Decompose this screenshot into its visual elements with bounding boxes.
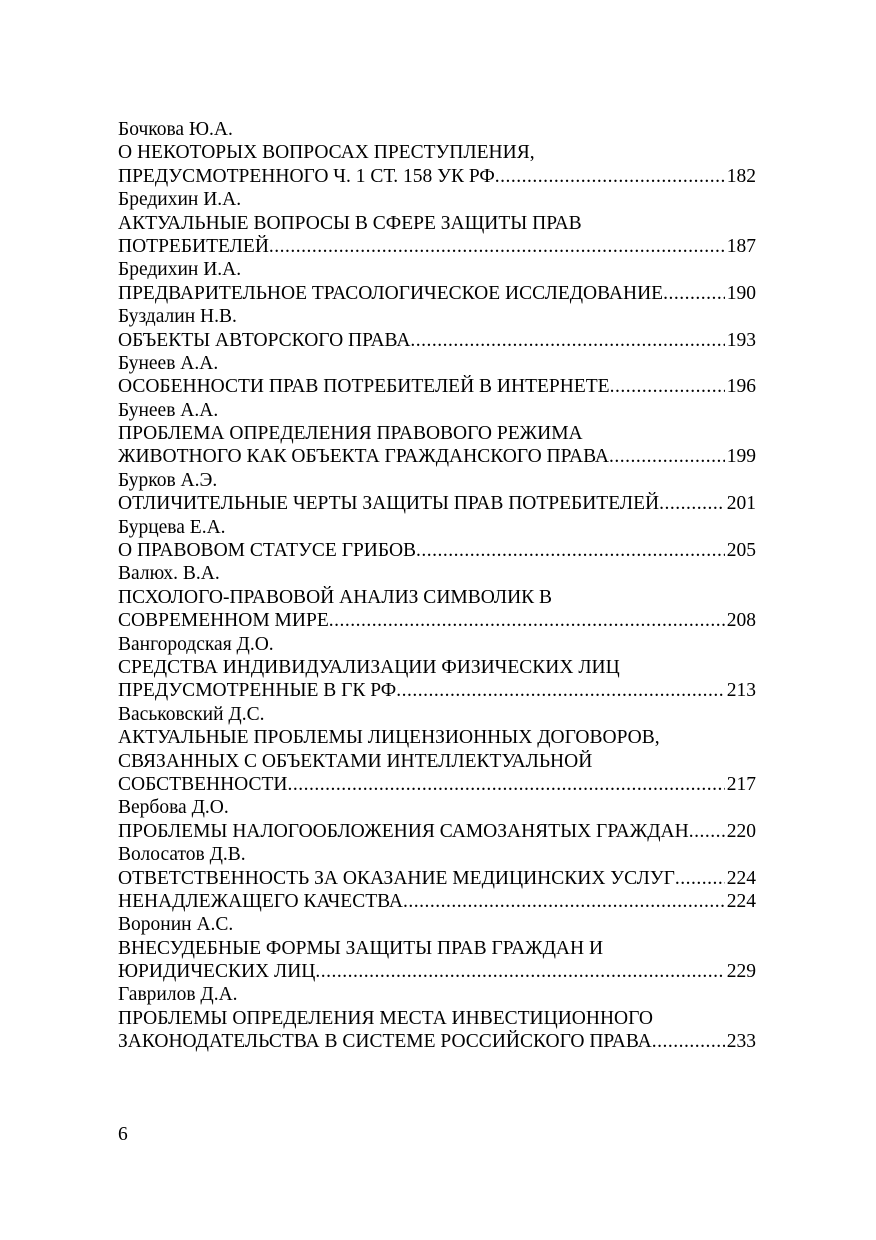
entry-page-number: 213 — [726, 680, 756, 702]
entry-title-line: АКТУАЛЬНЫЕ ВОПРОСЫ В СФЕРЕ ЗАЩИТЫ ПРАВ — [118, 212, 582, 234]
toc-row — [118, 445, 756, 468]
entry-author: Гаврилов Д.А. — [118, 984, 238, 1006]
leader-dots — [410, 329, 724, 352]
entry-page-number: 187 — [726, 235, 756, 257]
entry-page-number: 224 — [726, 890, 756, 912]
entry-title-line: ВНЕСУДЕБНЫЕ ФОРМЫ ЗАЩИТЫ ПРАВ ГРАЖДАН И — [118, 937, 604, 959]
entry-author: Бунеев А.А. — [118, 352, 219, 374]
entry-page-number: 190 — [726, 282, 756, 304]
entry-author: Воронин А.С. — [118, 914, 234, 936]
entry-page-number: 196 — [726, 376, 756, 398]
entry-page-number: 201 — [726, 493, 756, 515]
page-number: 6 — [118, 1124, 128, 1145]
leader-dots — [403, 890, 725, 913]
entry-author: Бредихин И.А. — [118, 259, 242, 281]
entry-page-number: 208 — [726, 610, 756, 632]
entry-author: Бочкова Ю.А. — [118, 119, 233, 140]
toc-entry — [118, 516, 756, 563]
toc-entry — [118, 469, 756, 516]
toc-entry — [118, 703, 756, 797]
leader-dots — [610, 375, 725, 398]
entry-title-last-line: ОБЪЕКТЫ АВТОРСКОГО ПРАВА — [118, 329, 411, 351]
entry-page-number: 205 — [726, 540, 756, 562]
entry-title-last-line: ПРЕДВАРИТЕЛЬНОЕ ТРАСОЛОГИЧЕСКОЕ ИССЛЕДОВАНИЕ — [118, 282, 664, 304]
entry-title-last-line: ПОТРЕБИТЕЛЕЙ — [118, 235, 269, 257]
entry-author: Вербова Д.О. — [118, 797, 229, 819]
toc-entry — [118, 796, 756, 843]
leader-dots — [315, 960, 724, 983]
toc-entry — [118, 188, 756, 258]
toc-entry — [118, 399, 756, 469]
entry-page-number: 224 — [726, 867, 756, 889]
toc-row — [118, 235, 756, 258]
entry-author: Буздалин Н.В. — [118, 306, 237, 328]
entry-author: Вангородская Д.О. — [118, 633, 274, 655]
entry-title-line: ПСХОЛОГО-ПРАВОВОЙ АНАЛИЗ СИМВОЛИК В — [118, 586, 553, 608]
entry-title-last-line: ЖИВОТНОГО КАК ОБЪЕКТА ГРАЖДАНСКОГО ПРАВА — [118, 446, 609, 468]
entry-page-number: 217 — [726, 773, 756, 795]
entry-page-number: 182 — [726, 165, 756, 187]
entry-page-number: 220 — [726, 820, 756, 842]
toc-row — [118, 609, 756, 632]
toc-entry — [118, 843, 756, 913]
leader-dots — [269, 235, 725, 258]
entry-author: Волосатов Д.В. — [118, 844, 246, 866]
entry-title-line: СРЕДСТВА ИНДИВИДУАЛИЗАЦИИ ФИЗИЧЕСКИХ ЛИЦ — [118, 656, 620, 678]
entry-title-line: О НЕКОТОРЫХ ВОПРОСАХ ПРЕСТУПЛЕНИЯ, — [118, 142, 535, 164]
toc-entry — [118, 633, 756, 703]
leader-dots — [495, 165, 725, 188]
entry-title-last-line: ОТВЕТСТВЕННОСТЬ ЗА ОКАЗАНИЕ МЕДИЦИНСКИХ УСЛУГ — [118, 867, 675, 889]
leader-dots — [609, 445, 725, 468]
toc-entry — [118, 305, 756, 352]
entry-title-last-line: ЮРИДИЧЕСКИХ ЛИЦ — [118, 961, 316, 983]
leader-dots — [396, 679, 725, 702]
entry-title-last-line: НЕНАДЛЕЖАЩЕГО КАЧЕСТВА — [118, 890, 403, 912]
toc-entry — [118, 258, 756, 305]
toc-row — [118, 960, 756, 983]
toc-row — [118, 1030, 756, 1053]
leader-dots — [652, 1030, 725, 1053]
entry-title-last-line: О ПРАВОВОМ СТАТУСЕ ГРИБОВ — [118, 540, 417, 562]
entry-title-last-line: СОБСТВЕННОСТИ — [118, 773, 288, 795]
entry-page-number: 199 — [726, 446, 756, 468]
toc-row — [118, 679, 756, 702]
toc-entry — [118, 562, 756, 632]
leader-dots — [659, 492, 725, 515]
toc-row — [118, 539, 756, 562]
leader-dots — [675, 867, 725, 890]
leader-dots — [329, 609, 725, 632]
leader-dots — [287, 773, 724, 796]
entry-page-number: 229 — [726, 961, 756, 983]
toc-row — [118, 375, 756, 398]
entry-title-last-line: ПРЕДУСМОТРЕННОГО Ч. 1 СТ. 158 УК РФ — [118, 165, 495, 187]
entry-author: Бунеев А.А. — [118, 399, 219, 421]
toc-entry — [118, 913, 756, 983]
entry-author: Васьковский Д.С. — [118, 703, 265, 725]
entry-title-line: ПРОБЛЕМА ОПРЕДЕЛЕНИЯ ПРАВОВОГО РЕЖИМА — [118, 423, 583, 445]
entry-title-line: АКТУАЛЬНЫЕ ПРОБЛЕМЫ ЛИЦЕНЗИОННЫХ ДОГОВОРОВ, — [118, 727, 660, 749]
entry-title-last-line: ПРОБЛЕМЫ НАЛОГООБЛОЖЕНИЯ САМОЗАНЯТЫХ ГРАЖДАН — [118, 820, 689, 842]
table-of-contents — [118, 118, 756, 1054]
toc-row — [118, 773, 756, 796]
entry-title-last-line: ОСОБЕННОСТИ ПРАВ ПОТРЕБИТЕЛЕЙ В ИНТЕРНЕТЕ — [118, 376, 610, 398]
toc-row — [118, 890, 756, 913]
toc-entry — [118, 983, 756, 1053]
entry-author: Валюх. В.А. — [118, 563, 220, 585]
toc-row — [118, 492, 756, 515]
toc-row — [118, 282, 756, 305]
toc-entry — [118, 352, 756, 399]
entry-page-number: 193 — [726, 329, 756, 351]
leader-dots — [416, 539, 725, 562]
entry-title-last-line: ЗАКОНОДАТЕЛЬСТВА В СИСТЕМЕ РОССИЙСКОГО ПРАВА — [118, 1031, 652, 1053]
entry-page-number: 233 — [726, 1031, 756, 1053]
toc-row — [118, 165, 756, 188]
entry-author: Бредихин И.А. — [118, 189, 242, 211]
toc-row — [118, 329, 756, 352]
leader-dots — [689, 820, 725, 843]
entry-author: Бурков А.Э. — [118, 469, 218, 491]
entry-title-last-line: ПРЕДУСМОТРЕННЫЕ В ГК РФ — [118, 680, 397, 702]
entry-title-last-line: СОВРЕМЕННОМ МИРЕ — [118, 610, 329, 632]
entry-title-line: СВЯЗАННЫХ С ОБЪЕКТАМИ ИНТЕЛЛЕКТУАЛЬНОЙ — [118, 750, 593, 772]
leader-dots — [663, 282, 725, 305]
toc-row — [118, 820, 756, 843]
toc-row — [118, 867, 756, 890]
entry-title-line: ПРОБЛЕМЫ ОПРЕДЕЛЕНИЯ МЕСТА ИНВЕСТИЦИОННОГО — [118, 1007, 653, 1029]
entry-title-last-line: ОТЛИЧИТЕЛЬНЫЕ ЧЕРТЫ ЗАЩИТЫ ПРАВ ПОТРЕБИТЕЛЕЙ — [118, 493, 660, 515]
entry-author: Бурцева Е.А. — [118, 516, 226, 538]
toc-entry — [118, 118, 756, 188]
